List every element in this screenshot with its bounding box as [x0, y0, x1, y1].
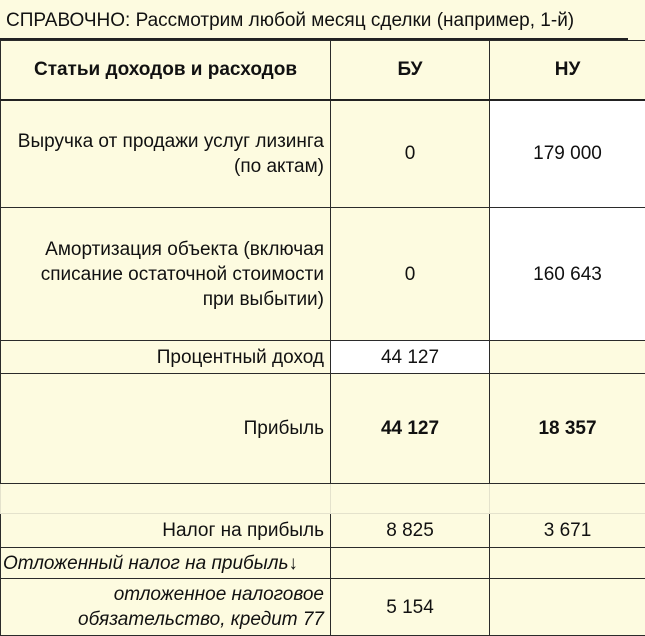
row-label-deferred-liability[interactable]: отложенное налоговое обязательство, кредит 77	[1, 579, 331, 636]
row-label-interest[interactable]: Процентный доход	[1, 341, 331, 374]
cell-tax-nu[interactable]: 3 671	[490, 514, 645, 548]
table-row	[1, 374, 645, 484]
table-row	[1, 514, 645, 548]
header-nu[interactable]: НУ	[490, 41, 645, 100]
cell-deferred-liability-bu[interactable]: 5 154	[331, 579, 490, 636]
cell-revenue-bu[interactable]: 0	[331, 100, 490, 208]
empty-cell[interactable]	[1, 484, 331, 514]
cell-amortization-bu[interactable]: 0	[331, 208, 490, 341]
row-label-deferred-tax[interactable]: Отложенный налог на прибыль↓	[1, 548, 331, 579]
cell-profit-nu[interactable]: 18 357	[490, 374, 645, 484]
table-row	[1, 579, 645, 636]
row-label-tax[interactable]: Налог на прибыль	[1, 514, 331, 548]
header-bu[interactable]: БУ	[331, 41, 490, 100]
cell-deferred-liability-nu[interactable]	[490, 579, 645, 636]
cell-interest-nu[interactable]	[490, 341, 645, 374]
table-row	[1, 484, 645, 514]
row-label-amortization[interactable]: Амортизация объекта (включая списание остаточной стоимости при выбытии)	[1, 208, 331, 341]
income-table	[0, 40, 645, 636]
cell-tax-bu[interactable]: 8 825	[331, 514, 490, 548]
empty-cell[interactable]	[331, 548, 490, 579]
table-row	[1, 100, 645, 208]
table-row	[1, 548, 645, 579]
empty-cell[interactable]	[490, 548, 645, 579]
sheet-title: СПРАВОЧНО: Рассмотрим любой месяц сделки (например, 1-й)	[0, 0, 628, 40]
row-label-revenue[interactable]: Выручка от продажи услуг лизинга (по актам)	[1, 100, 331, 208]
row-label-profit[interactable]: Прибыль	[1, 374, 331, 484]
cell-profit-bu[interactable]: 44 127	[331, 374, 490, 484]
header-row	[1, 41, 645, 100]
cell-revenue-nu[interactable]: 179 000	[490, 100, 645, 208]
cell-amortization-nu[interactable]: 160 643	[490, 208, 645, 341]
empty-cell[interactable]	[490, 484, 645, 514]
table-row	[1, 208, 645, 341]
header-items[interactable]: Статьи доходов и расходов	[1, 41, 331, 100]
table-row	[1, 341, 645, 374]
empty-cell[interactable]	[331, 484, 490, 514]
cell-interest-bu[interactable]: 44 127	[331, 341, 490, 374]
